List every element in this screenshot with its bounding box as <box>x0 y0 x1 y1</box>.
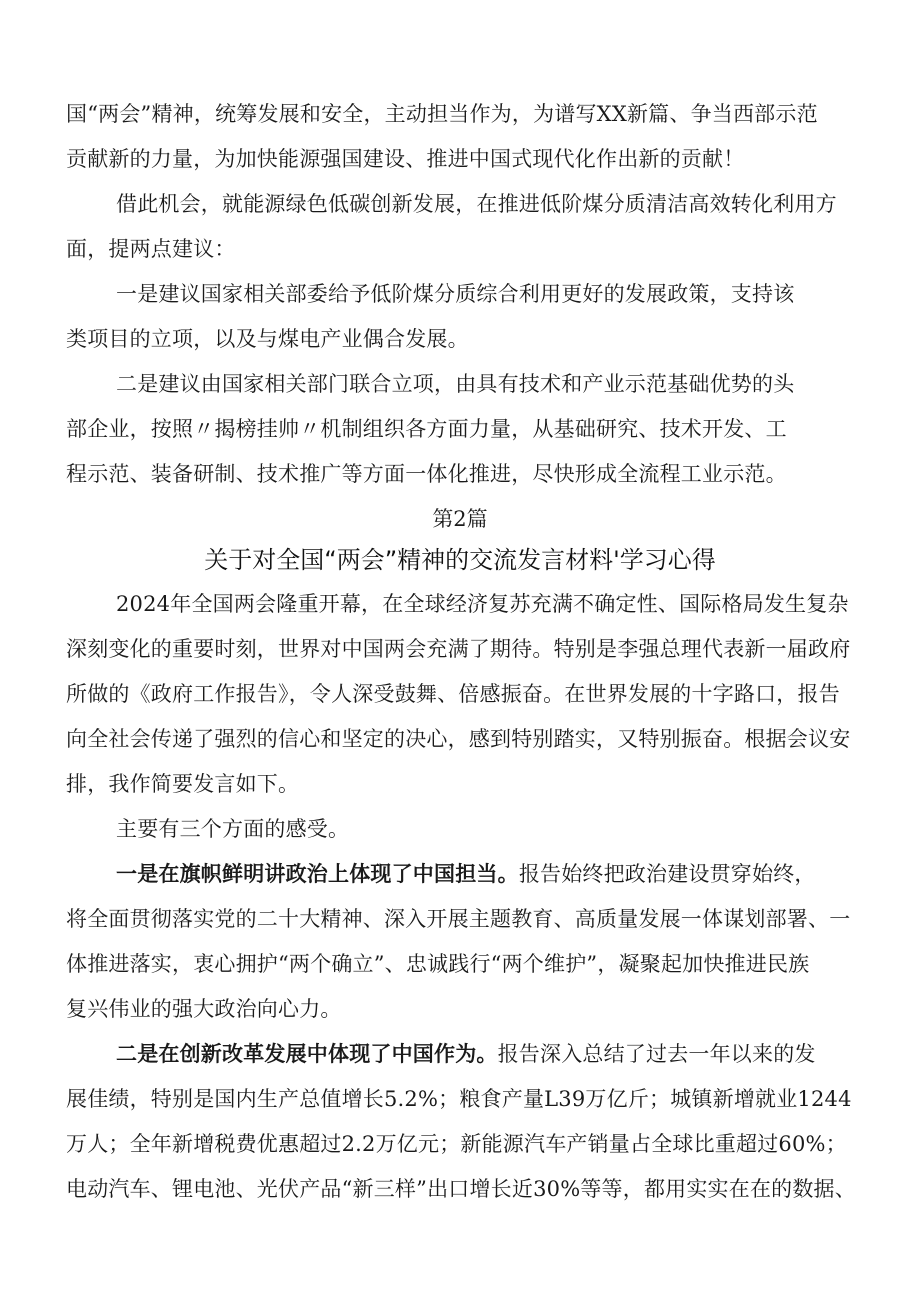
text-line: 国“两会”精神，统筹发展和安全，主动担当作为，为谱写XX新篇、争当西部示范 <box>66 102 818 126</box>
text-line: 部企业，按照〃揭榜挂帅〃机制组织各方面力量，从基础研究、技术开发、工 <box>66 417 787 441</box>
document-title: 关于对全国“两会”精神的交流发言材料'学习心得 <box>204 546 716 574</box>
text-line: 复兴伟业的强大政治向心力。 <box>66 997 342 1021</box>
text-line: 类项目的立项，以及与煤电产业偶合发展。 <box>66 327 469 351</box>
point-2-heading: 二是在创新改革发展中体现了中国作为。 <box>116 1041 498 1066</box>
text-line: 向全社会传递了强烈的信心和坚定的决心，感到特别踏实，又特别振奋。根据会议安 <box>66 727 851 751</box>
text-line: 所做的《政府工作报告》，令人深受鼓舞、倍感振奋。在世界发展的十字路口，报告 <box>66 682 840 706</box>
point-1-text: 报告始终把政治建设贯穿始终， <box>518 862 816 886</box>
text-line: 体推进落实，衷心拥护“两个确立”、忠诚践行“两个维护”，凝聚起加快推进民族 <box>66 952 810 976</box>
text-line: 深刻变化的重要时刻，世界对中国两会充满了期待。特别是李强总理代表新一届政府 <box>66 637 851 661</box>
text-line: 万人；全年新增税费优惠超过2.2万亿元；新能源汽车产销量占全球比重超过60%； <box>66 1132 847 1156</box>
point-2-first-line <box>116 1040 886 1068</box>
text-line: 借此机会，就能源绿色低碳创新发展，在推进低阶煤分质清洁高效转化利用方 <box>116 192 837 216</box>
text-line: 电动汽车、锂电池、光伏产品“新三样”出口增长近30%等等，都用实实在在的数据、 <box>66 1177 856 1201</box>
text-line: 主要有三个方面的感受。 <box>116 817 350 841</box>
point-1-first-line <box>116 860 886 888</box>
text-line: 贡献新的力量，为加快能源强国建设、推进中国式现代化作出新的贡献！ <box>66 147 745 171</box>
point-1-heading: 一是在旗帜鲜明讲政治上体现了中国担当。 <box>116 861 519 886</box>
point-2-text: 报告深入总结了过去一年以来的发 <box>497 1042 816 1066</box>
text-line: 程示范、装备研制、技术推广等方面一体化推进，尽快形成全流程工业示范。 <box>66 462 787 486</box>
text-line: 排，我作简要发言如下。 <box>66 772 300 796</box>
text-line: 一是建议国家相关部委给予低阶煤分质综合利用更好的发展政策，支持该 <box>116 282 795 306</box>
text-line: 面，提两点建议： <box>66 237 236 261</box>
text-line: 将全面贯彻落实党的二十大精神、深入开展主题教育、高质量发展一体谋划部署、一 <box>66 907 851 931</box>
section-label: 第2篇 <box>432 507 488 531</box>
text-line: 2024年全国两会隆重开幕，在全球经济复苏充满不确定性、国际格局发生复杂 <box>116 592 849 616</box>
text-line: 二是建议由国家相关部门联合立项，由具有技术和产业示范基础优势的头 <box>116 372 795 396</box>
text-line: 展佳绩，特别是国内生产总值增长5.2%；粮食产量L39万亿斤；城镇新增就业1244 <box>66 1087 852 1111</box>
